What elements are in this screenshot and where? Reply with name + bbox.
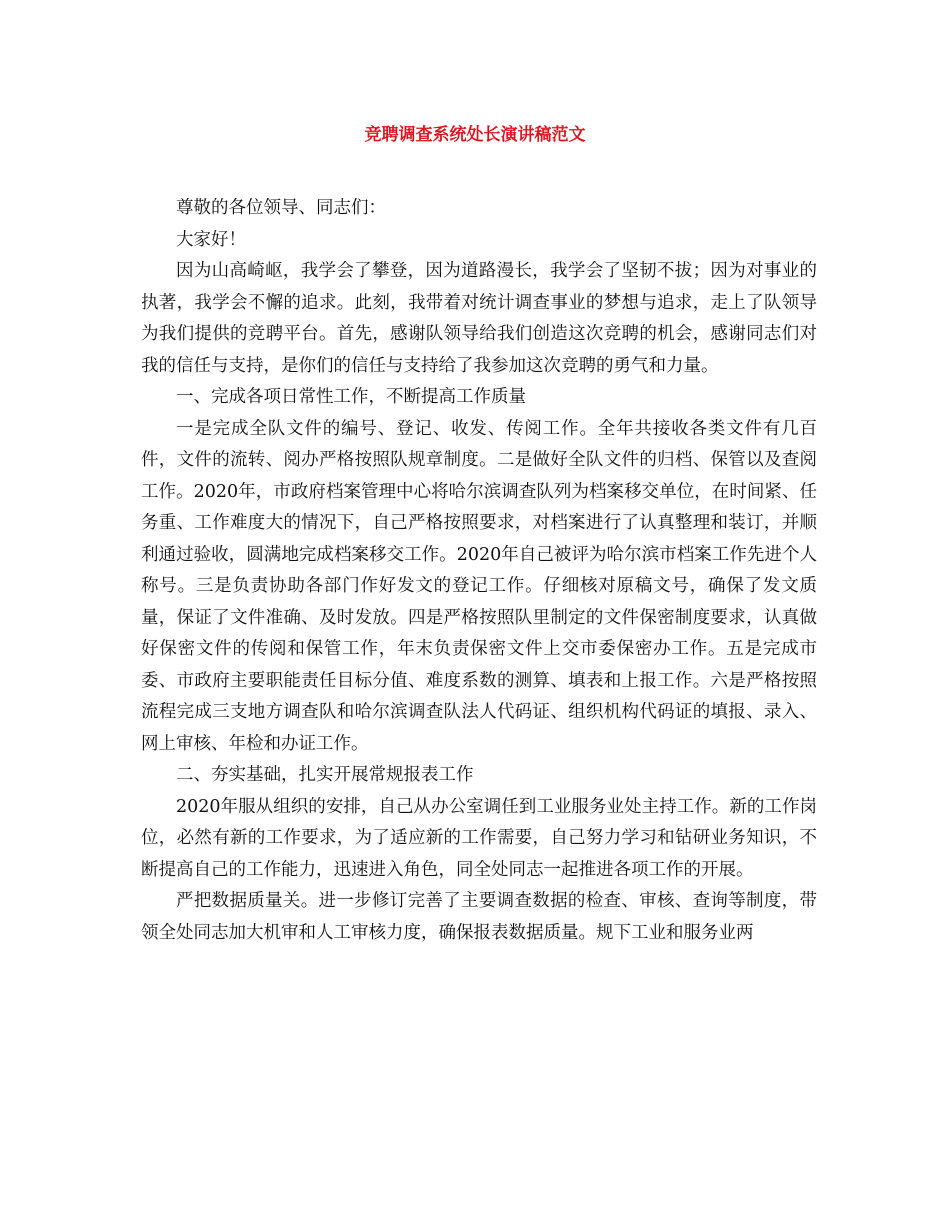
greeting-paragraph: 尊敬的各位领导、同志们： (176, 198, 386, 218)
document-title: 竞聘调查系统处长演讲稿范文 (364, 125, 586, 145)
salutation-paragraph: 大家好！ (176, 229, 246, 250)
section-2-paragraph-2: 严把数据质量关。进一步修订完善了主要调查数据的检查、审核、查询等制度，带领全处同志加大机审和人工审核力度，确保报表数据质量。规下工业和服务业两 (141, 891, 817, 943)
intro-paragraph: 因为山高崎岖，我学会了攀登，因为道路漫长，我学会了坚韧不拔；因为对事业的执著，我学会不懈的追求。此刻，我带着对统计调查事业的梦想与追求，走上了队领导为我们提供的竞聘平台。首先，感谢队领导给我们创造这次竞聘的机会，感谢同志们对我的信任与支持，是你们的信任与支持给了我参加这次竞聘的勇气和力量。 (141, 261, 817, 376)
section-heading-1: 一、完成各项日常性工作，不断提高工作质量 (176, 387, 526, 407)
document-body (141, 193, 817, 949)
section-heading-2: 二、夯实基础，扎实开展常规报表工作 (176, 765, 474, 785)
section-1-paragraph: 一是完成全队文件的编号、登记、收发、传阅工作。全年共接收各类文件有几百件，文件的流转、阅办严格按照队规章制度。二是做好全队文件的归档、保管以及查阅工作。2020年，市政府档案管理中心将哈尔滨调查队列为档案移交单位，在时间紧、任务重、工作难度大的情况下，自己严格按照要求，对档案进行了认真整理和装订，并顺利通过验收，圆满地完成档案移交工作。2020年自己被评为哈尔滨市档案工作先进个人称号。三是负责协助各部门作好发文的登记工作。仔细核对原稿文号，确保了发文质量，保证了文件准确、及时发放。四是严格按照队里制定的文件保密制度要求，认真做好保密文件的传阅和保管工作，年末负责保密文件上交市委保密办工作。五是完成市委、市政府主要职能责任目标分值、难度系数的测算、填表和上报工作。六是严格按照流程完成三支地方调查队和哈尔滨调查队法人代码证、组织机构代码证的填报、录入、网上审核、年检和办证工作。 (141, 418, 817, 754)
section-2-paragraph-1: 2020年服从组织的安排，自己从办公室调任到工业服务业处主持工作。新的工作岗位，必然有新的工作要求，为了适应新的工作需要，自己努力学习和钻研业务知识，不断提高自己的工作能力，迅速进入角色，同全处同志一起推进各项工作的开展。 (141, 796, 817, 880)
